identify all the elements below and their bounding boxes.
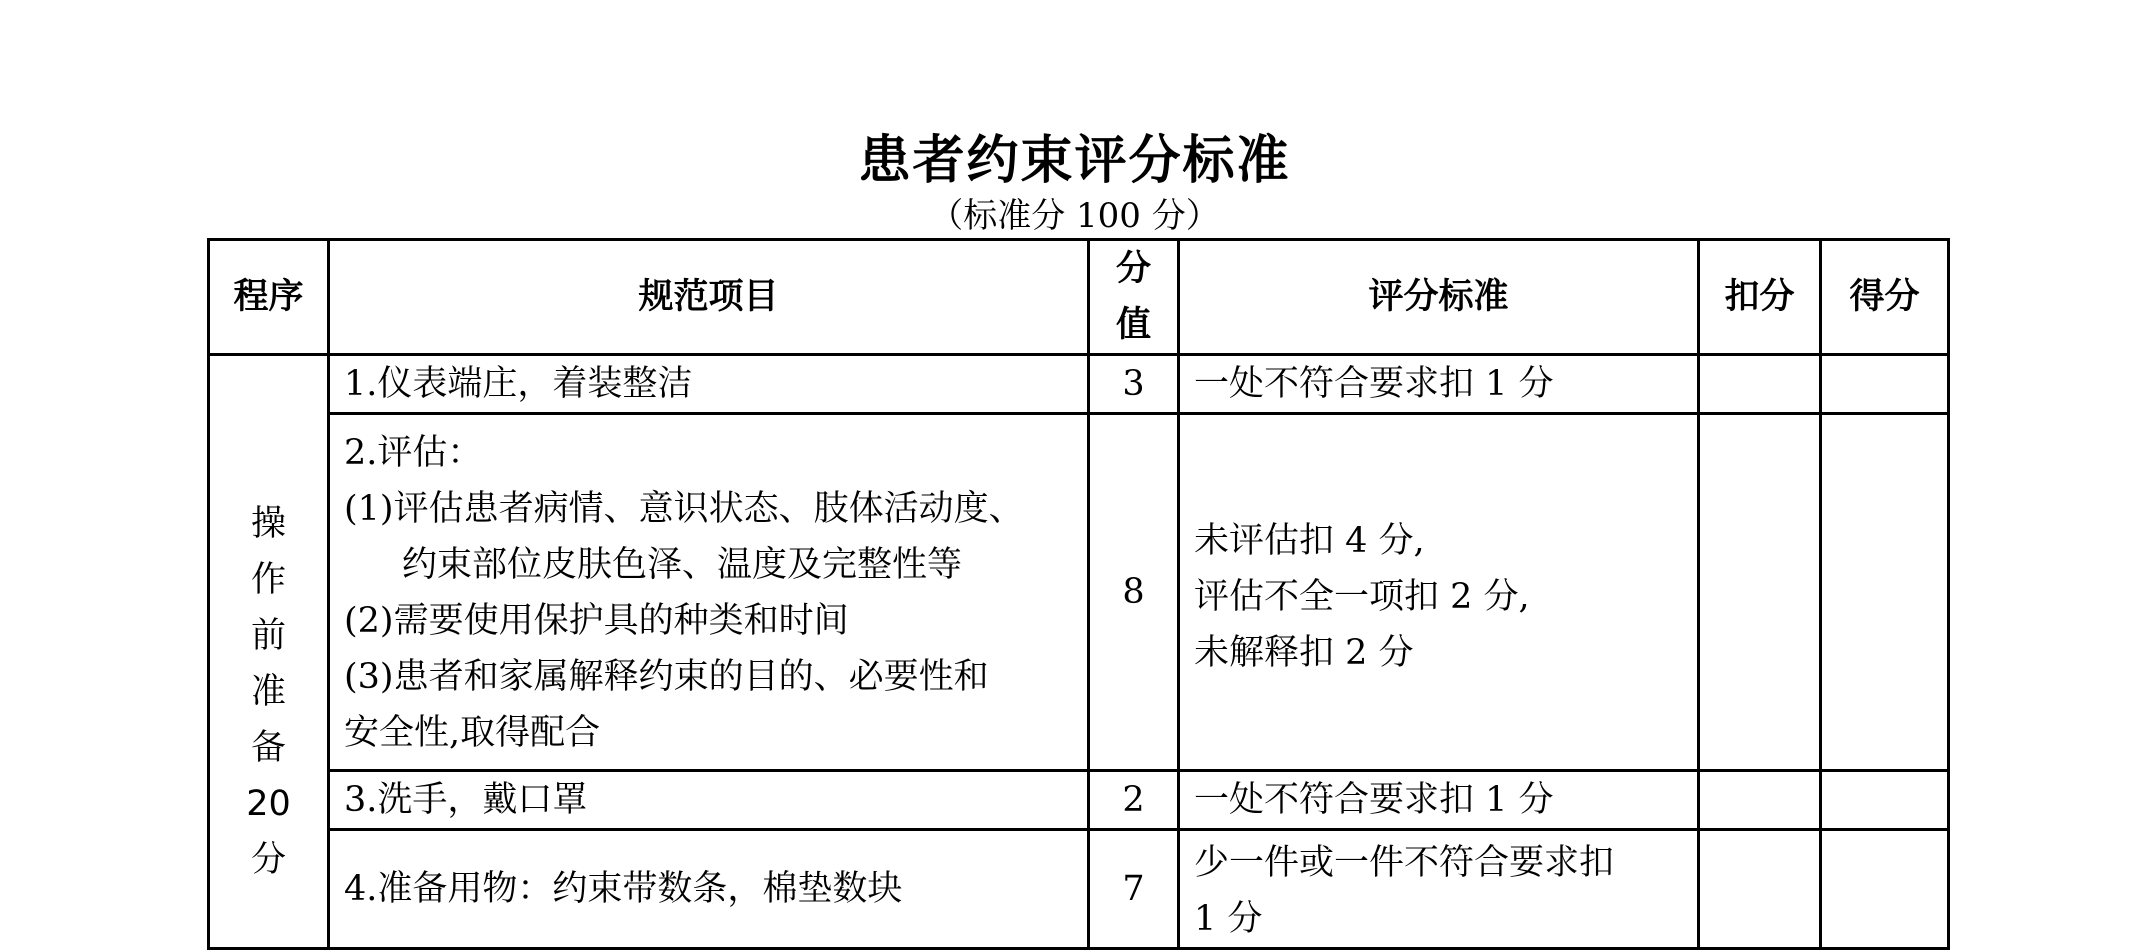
item-line: 3.洗手，戴口罩 (344, 780, 588, 820)
criteria-line: 未评估扣 4 分, (1194, 521, 1425, 561)
score-cell (1821, 414, 1949, 771)
scoring-table (207, 238, 1950, 950)
stage-char: 操 (250, 503, 286, 544)
criteria-cell (1179, 355, 1699, 414)
item-cell (329, 414, 1089, 771)
item-line: (2)需要使用保护具的种类和时间 (344, 601, 849, 641)
stage-char: 20 (246, 783, 291, 824)
table-row (209, 355, 1949, 414)
stage-char: 作 (250, 559, 286, 600)
criteria-cell (1179, 414, 1699, 771)
score-cell (1821, 355, 1949, 414)
header-criteria: 评分标准 (1179, 240, 1699, 355)
deduct-cell (1699, 355, 1821, 414)
value-cell: 3 (1089, 355, 1179, 414)
criteria-line: 少一件或一件不符合要求扣 (1194, 843, 1615, 883)
item-line: 1.仪表端庄，着装整洁 (344, 364, 693, 404)
header-item: 规范项目 (329, 240, 1089, 355)
deduct-cell (1699, 414, 1821, 771)
criteria-line: 评估不全一项扣 2 分, (1194, 577, 1530, 617)
value-cell: 2 (1089, 771, 1179, 830)
item-line: (1)评估患者病情、意识状态、肢体活动度、 (344, 489, 1024, 529)
stage-char: 分 (250, 839, 286, 880)
criteria-line: 未解释扣 2 分 (1194, 633, 1414, 673)
table-row (209, 830, 1949, 949)
item-cell (329, 771, 1089, 830)
item-line: (3)患者和家属解释约束的目的、必要性和 (344, 657, 989, 697)
stage-label (209, 355, 329, 949)
document-subtitle: （标准分 100 分） (929, 196, 1220, 236)
stage-char: 备 (250, 727, 286, 768)
criteria-cell (1179, 771, 1699, 830)
stage-char: 准 (250, 671, 286, 712)
item-cell (329, 355, 1089, 414)
header-deduct: 扣分 (1699, 240, 1821, 355)
criteria-cell (1179, 830, 1699, 949)
deduct-cell (1699, 830, 1821, 949)
header-score: 得分 (1821, 240, 1949, 355)
value-cell: 8 (1089, 414, 1179, 771)
value-cell: 7 (1089, 830, 1179, 949)
document-title: 患者约束评分标准 (858, 131, 1291, 191)
deduct-cell (1699, 771, 1821, 830)
item-line: 安全性,取得配合 (344, 713, 601, 753)
table-header-row (209, 240, 1949, 355)
header-value-char-1: 分 (1115, 249, 1151, 289)
item-line: 约束部位皮肤色泽、温度及完整性等 (402, 545, 963, 585)
score-cell (1821, 771, 1949, 830)
header-value-char-2: 值 (1115, 305, 1151, 345)
table-row (209, 414, 1949, 771)
table-row (209, 771, 1949, 830)
item-line: 4.准备用物：约束带数条，棉垫数块 (344, 869, 903, 909)
criteria-line: 一处不符合要求扣 1 分 (1194, 364, 1554, 404)
score-cell (1821, 830, 1949, 949)
item-line: 2.评估： (344, 433, 483, 473)
item-cell (329, 830, 1089, 949)
criteria-line: 一处不符合要求扣 1 分 (1194, 780, 1554, 820)
stage-char: 前 (250, 615, 286, 656)
header-value (1089, 240, 1179, 355)
header-procedure: 程序 (209, 240, 329, 355)
criteria-line: 1 分 (1194, 899, 1263, 939)
